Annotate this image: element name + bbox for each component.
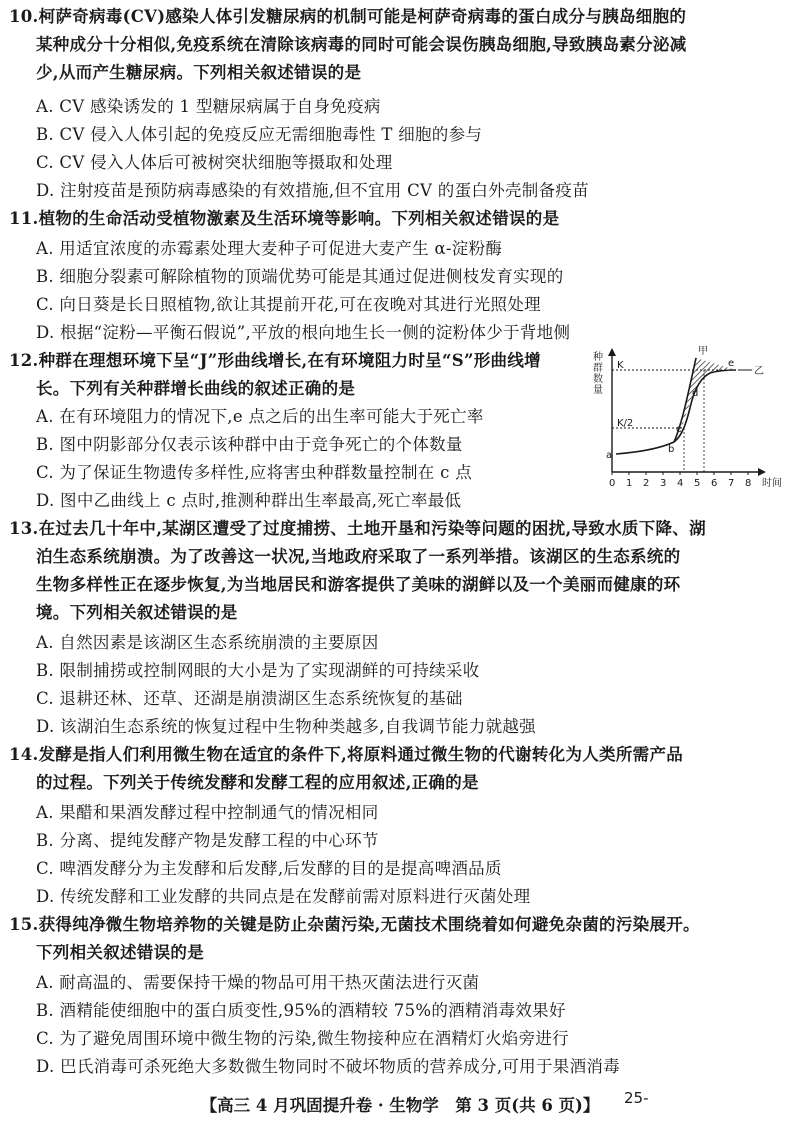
q10-option-a: A. CV 感染诱发的 1 型糖尿病属于自身免疫病 bbox=[36, 97, 381, 116]
q10-option-c: C. CV 侵入人体后可被树突状细胞等摄取和处理 bbox=[36, 153, 393, 172]
q10-stem-line-1: 10.柯萨奇病毒(CV)感染人体引发糖尿病的机制可能是柯萨奇病毒的蛋白成分与胰岛细胞的 bbox=[9, 7, 687, 26]
curve-label-top: 甲 bbox=[698, 346, 708, 357]
q11-option-d: D. 根据“淀粉—平衡石假说”,平放的根向地生长一侧的淀粉体少于背地侧 bbox=[36, 323, 571, 342]
q12-stem-line-1: 12.种群在理想环境下呈“J”形曲线增长,在有环境阻力时呈“S”形曲线增 bbox=[9, 351, 541, 370]
x-axis-arrow-icon bbox=[758, 468, 766, 476]
q11-option-c: C. 向日葵是长日照植物,欲让其提前开花,可在夜晚对其进行光照处理 bbox=[36, 295, 541, 314]
point-label-c: c bbox=[676, 424, 682, 435]
k-label: K bbox=[617, 360, 624, 371]
q14-option-a: A. 果醋和果酒发酵过程中控制通气的情况相同 bbox=[36, 803, 379, 822]
y-axis-label bbox=[593, 350, 606, 396]
q13-number: 13. bbox=[9, 519, 39, 538]
x-tick-labels bbox=[609, 472, 751, 489]
point-label-d: d bbox=[692, 388, 699, 399]
q13-stem-line-2: 泊生态系统崩溃。为了改善这一状况,当地政府采取了一系列举措。该湖区的生态系统的 bbox=[36, 547, 681, 566]
ylabel-char-4: 量 bbox=[593, 385, 603, 396]
q13-option-d: D. 该湖泊生态系统的恢复过程中生物种类越多,自我调节能力就越强 bbox=[36, 717, 536, 736]
y-axis-arrow-icon bbox=[608, 348, 616, 356]
q15-number: 15. bbox=[9, 915, 39, 934]
q10-stem-line-3: 少,从而产生糖尿病。下列相关叙述错误的是 bbox=[36, 63, 362, 82]
population-growth-chart bbox=[586, 344, 786, 492]
q14-option-c: C. 啤酒发酵分为主发酵和后发酵,后发酵的目的是提高啤酒品质 bbox=[36, 859, 502, 878]
q10-option-d: D. 注射疫苗是预防病毒感染的有效措施,但不宜用 CV 的蛋白外壳制备疫苗 bbox=[36, 181, 590, 200]
q13-stem-line-3: 生物多样性正在逐步恢复,为当地居民和游客提供了美味的湖鲜以及一个美丽而健康的环 bbox=[36, 575, 681, 594]
q12-option-a: A. 在有环境阻力的情况下,e 点之后的出生率可能大于死亡率 bbox=[36, 407, 484, 426]
point-label-e: e bbox=[728, 358, 735, 369]
q13-option-c: C. 退耕还林、还草、还湖是崩溃湖区生态系统恢复的基础 bbox=[36, 689, 463, 708]
q15-stem-line-1: 15.获得纯净微生物培养物的关键是防止杂菌污染,无菌技术围绕着如何避免杂菌的污染展开。 bbox=[9, 915, 700, 934]
q13-option-b: B. 限制捕捞或控制网眼的大小是为了实现湖鲜的可持续采收 bbox=[36, 661, 480, 680]
half-k-label: K/2 bbox=[617, 418, 634, 429]
q10-number: 10. bbox=[9, 7, 39, 26]
q11-option-b: B. 细胞分裂素可解除植物的顶端优势可能是其通过促进侧枝发育实现的 bbox=[36, 267, 564, 286]
q14-stem-line-2: 的过程。下列关于传统发酵和发酵工程的应用叙述,正确的是 bbox=[36, 773, 479, 792]
q15-option-d: D. 巴氏消毒可杀死绝大多数微生物同时不破坏物质的营养成分,可用于果酒消毒 bbox=[36, 1057, 620, 1076]
ylabel-char-1: 种 bbox=[593, 352, 603, 363]
q14-option-d: D. 传统发酵和工业发酵的共同点是在发酵前需对原料进行灭菌处理 bbox=[36, 887, 531, 906]
x-tick-label: 1 bbox=[626, 478, 633, 489]
x-axis-label: 时间 bbox=[762, 478, 782, 489]
x-tick-label: 3 bbox=[660, 478, 667, 489]
curve-label-right: 乙 bbox=[754, 366, 764, 377]
page-tag: 25- bbox=[624, 1089, 649, 1107]
point-label-b: b bbox=[668, 444, 675, 455]
q11-stem-line-1: 11.植物的生命活动受植物激素及生活环境等影响。下列相关叙述错误的是 bbox=[9, 209, 560, 228]
q15-option-a: A. 耐高温的、需要保持干燥的物品可用干热灭菌法进行灭菌 bbox=[36, 973, 480, 992]
point-label-a: a bbox=[606, 450, 613, 461]
q12-option-b: B. 图中阴影部分仅表示该种群中由于竞争死亡的个体数量 bbox=[36, 435, 463, 454]
population-growth-figure bbox=[586, 344, 786, 492]
page-footer-title: 【高三 4 月巩固提升卷 · 生物学 第 3 页(共 6 页)】 bbox=[200, 1096, 600, 1115]
x-tick-label: 4 bbox=[677, 478, 684, 489]
q10-stem-line-2: 某种成分十分相似,免疫系统在清除该病毒的同时可能会误伤胰岛细胞,导致胰岛素分泌减 bbox=[36, 35, 687, 54]
q13-stem-line-4: 境。下列相关叙述错误的是 bbox=[36, 603, 238, 622]
q12-option-c: C. 为了保证生物遗传多样性,应将害虫种群数量控制在 c 点 bbox=[36, 463, 473, 482]
ylabel-char-2: 群 bbox=[593, 363, 603, 374]
q12-stem-line-2: 长。下列有关种群增长曲线的叙述正确的是 bbox=[36, 379, 356, 398]
x-tick-label: 7 bbox=[728, 478, 735, 489]
q15-option-c: C. 为了避免周围环境中微生物的污染,微生物接种应在酒精灯火焰旁进行 bbox=[36, 1029, 569, 1048]
x-tick-label: 5 bbox=[694, 478, 701, 489]
q14-number: 14. bbox=[9, 745, 39, 764]
q13-option-a: A. 自然因素是该湖区生态系统崩溃的主要原因 bbox=[36, 633, 379, 652]
x-tick-label: 6 bbox=[711, 478, 718, 489]
q12-number: 12. bbox=[9, 351, 39, 370]
q13-stem-line-1: 13.在过去几十年中,某湖区遭受了过度捕捞、土地开垦和污染等问题的困扰,导致水质下降、湖 bbox=[9, 519, 706, 538]
x-tick-label: 2 bbox=[643, 478, 650, 489]
ylabel-char-3: 数 bbox=[593, 374, 603, 385]
q11-number: 11. bbox=[9, 209, 39, 228]
x-tick-label: 0 bbox=[609, 478, 616, 489]
q14-option-b: B. 分离、提纯发酵产物是发酵工程的中心环节 bbox=[36, 831, 379, 850]
x-tick-label: 8 bbox=[745, 478, 752, 489]
q10-option-b: B. CV 侵入人体引起的免疫反应无需细胞毒性 T 细胞的参与 bbox=[36, 125, 483, 144]
q15-option-b: B. 酒精能使细胞中的蛋白质变性,95%的酒精较 75%的酒精消毒效果好 bbox=[36, 1001, 566, 1020]
q15-stem-line-2: 下列相关叙述错误的是 bbox=[36, 943, 204, 962]
q11-option-a: A. 用适宜浓度的赤霉素处理大麦种子可促进大麦产生 α-淀粉酶 bbox=[36, 239, 503, 258]
s-curve bbox=[616, 370, 736, 454]
q12-option-d: D. 图中乙曲线上 c 点时,推测种群出生率最高,死亡率最低 bbox=[36, 491, 462, 510]
q14-stem-line-1: 14.发酵是指人们利用微生物在适宜的条件下,将原料通过微生物的代谢转化为人类所需产品 bbox=[9, 745, 684, 764]
